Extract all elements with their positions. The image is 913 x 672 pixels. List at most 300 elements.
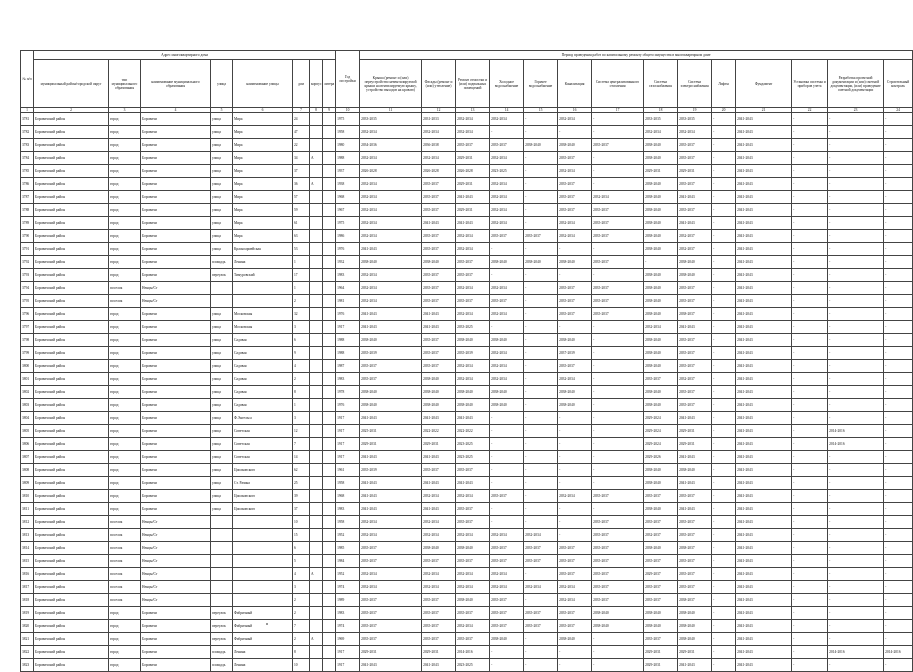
table-cell: - [558,451,592,464]
table-cell: 2036-2038 [422,139,456,152]
table-cell: 39 [293,490,310,503]
table-cell: - [828,542,884,555]
table-cell: - [792,464,828,477]
works-group-header: Период проведения работ по капитальному ремонту общего имущества в многоквартирном доме [360,51,913,60]
table-cell: - [828,529,884,542]
table-cell: 2026-2028 [422,165,456,178]
table-cell: - [712,620,736,633]
table-cell: Боровичи [141,659,211,672]
column-number-cell: 4 [141,108,211,113]
table-cell: - [828,373,884,386]
table-cell: 2041-2043 [736,529,792,542]
table-cell: - [490,243,524,256]
table-cell: А [310,178,323,191]
table-cell: 37 [293,503,310,516]
header-cell: Лифты [712,60,736,108]
table-cell: 2041-2043 [422,451,456,464]
table-cell: поселок [109,529,141,542]
table-cell: 2041-2043 [736,230,792,243]
table-cell: - [592,360,644,373]
table-cell [323,165,336,178]
table-cell [310,581,323,594]
table-cell: улица [211,321,233,334]
table-cell: 2038-2040 [644,347,678,360]
table-cell: - [558,321,592,334]
table-cell: - [828,282,884,295]
table-cell: 2035-2037 [592,594,644,607]
table-cell: Садовая [233,347,293,360]
table-cell: 2035-2037 [558,555,592,568]
table-cell [310,113,323,126]
table-cell: - [792,607,828,620]
table-cell: 3818 [21,594,34,607]
table-cell: Ст. Разина [233,477,293,490]
table-row [21,607,913,620]
table-cell: 1958 [336,477,360,490]
table-cell [323,347,336,360]
table-cell: Боровичский район [34,425,109,438]
table-cell: 1917 [336,659,360,672]
table-row [21,516,913,529]
table-cell: 2038-2040 [644,243,678,256]
table-cell: 2032-2034 [456,620,490,633]
table-cell: город [109,503,141,516]
table-cell: город [109,139,141,152]
table-cell: 1917 [336,412,360,425]
table-cell: 2 [293,594,310,607]
table-cell: 2035-2037 [360,360,422,373]
table-cell: улица [211,243,233,256]
table-cell: 2035-2037 [592,230,644,243]
table-row [21,243,913,256]
table-cell: - [828,321,884,334]
column-number-cell: 7 [293,108,310,113]
table-cell: 2035-2037 [678,360,712,373]
table-cell: - [792,347,828,360]
table-cell: 2032-2034 [524,529,558,542]
table-cell [323,451,336,464]
table-cell: 2041-2043 [736,646,792,659]
table-cell: 2032-2034 [456,360,490,373]
table-cell: 2041-2043 [736,477,792,490]
table-cell: - [884,347,913,360]
table-cell: 2041-2043 [736,178,792,191]
table-cell: 2032-2034 [422,529,456,542]
column-number-cell: 2 [34,108,109,113]
table-cell: 3815 [21,555,34,568]
table-cell: 1981 [336,295,360,308]
table-cell: - [884,126,913,139]
table-cell [323,464,336,477]
table-cell: 2038-2040 [558,256,592,269]
table-cell [233,555,293,568]
table-cell: улица [211,425,233,438]
table-cell: 2032-2034 [422,126,456,139]
table-cell: - [592,425,644,438]
table-cell: 1985 [336,542,360,555]
table-cell: 9 [293,347,310,360]
table-cell: 2038-2040 [678,256,712,269]
table-cell: 3807 [21,451,34,464]
table-cell: - [884,477,913,490]
table-cell [310,373,323,386]
table-cell: 2038-2040 [644,542,678,555]
table-cell: - [792,438,828,451]
table-cell: 3783 [21,139,34,152]
table-cell: - [712,256,736,269]
table-cell: 2038-2040 [456,399,490,412]
table-cell: - [592,178,644,191]
table-cell: - [524,490,558,503]
table-cell: 1938 [336,178,360,191]
table-cell: - [524,321,558,334]
table-cell: - [792,581,828,594]
table-cell [323,425,336,438]
table-cell: 2029-2024 [644,438,678,451]
table-cell [310,334,323,347]
table-cell: 2035-2037 [678,555,712,568]
table-cell: поселок [109,594,141,607]
table-cell: - [592,633,644,646]
table-row [21,139,913,152]
table-cell [323,113,336,126]
table-cell: - [712,295,736,308]
table-cell: 63 [293,230,310,243]
table-cell: 1961 [336,464,360,477]
table-cell: 2041-2043 [736,321,792,334]
table-cell: Боровичи [141,633,211,646]
table-cell: 2029-2031 [644,165,678,178]
table-cell: - [828,516,884,529]
table-cell: 2032-2037 [678,373,712,386]
table-cell: Мира [233,152,293,165]
table-cell: 2014-2016 [828,438,884,451]
table-cell: - [884,204,913,217]
table-cell: - [524,282,558,295]
table-cell: 3784 [21,152,34,165]
table-cell: Боровичский район [34,230,109,243]
table-cell: - [490,321,524,334]
table-cell: 2032-2034 [490,282,524,295]
table-cell: - [884,503,913,516]
table-cell: 2035-2037 [456,269,490,282]
table-cell: - [712,386,736,399]
table-cell: - [712,217,736,230]
table-cell: 2032-2034 [490,178,524,191]
table-cell: 2032-2034 [490,529,524,542]
table-cell: 2033-2035 [678,113,712,126]
table-cell: Боровичский район [34,503,109,516]
table-cell: А [310,633,323,646]
table-cell: Московская [233,321,293,334]
table-cell [323,542,336,555]
table-cell: 2035-2037 [592,516,644,529]
table-cell: Боровичский район [34,594,109,607]
table-cell: Боровичи [141,269,211,282]
table-cell: - [558,412,592,425]
table-cell: 2029-2031 [422,646,456,659]
table-cell: - [592,451,644,464]
table-cell: - [592,503,644,516]
table-cell: город [109,659,141,672]
table-cell: Мира [233,139,293,152]
table-cell: Боровичи [141,373,211,386]
table-cell: 2032-2034 [490,113,524,126]
table-cell: - [792,503,828,516]
table-cell: 2038-2037 [678,308,712,321]
table-cell: 2032-2034 [360,282,422,295]
table-cell [310,139,323,152]
table-cell: 2035-2037 [644,594,678,607]
table-cell: 2041-2043 [736,165,792,178]
table-cell: - [524,178,558,191]
table-cell: улица [211,178,233,191]
table-cell: 2035-2037 [592,542,644,555]
table-cell [233,581,293,594]
table-cell: 2038-2040 [490,386,524,399]
table-cell: - [884,191,913,204]
table-cell: 3797 [21,321,34,334]
table-cell: - [792,542,828,555]
table-cell: 2035-2037 [422,464,456,477]
table-cell [310,217,323,230]
table-cell: 2035-2037 [422,360,456,373]
table-cell [323,581,336,594]
table-cell: 2032-2034 [644,321,678,334]
table-cell: - [884,633,913,646]
table-cell: 2041-2043 [736,607,792,620]
table-cell [310,191,323,204]
table-cell: 53 [293,243,310,256]
table-cell: - [792,451,828,464]
table-cell: - [884,464,913,477]
table-cell [323,412,336,425]
table-cell: - [792,373,828,386]
table-cell: город [109,360,141,373]
table-cell: Боровичский район [34,191,109,204]
table-row [21,646,913,659]
table-cell: 15 [293,529,310,542]
table-cell: - [884,386,913,399]
table-cell: 10 [293,516,310,529]
table-cell: 2032-2034 [422,568,456,581]
table-cell [323,659,336,672]
table-cell: 2041-2043 [678,412,712,425]
table-cell: 2041-2043 [360,477,422,490]
table-cell: - [828,620,884,633]
table-cell: улица [211,412,233,425]
table-cell: - [884,412,913,425]
table-cell: - [884,243,913,256]
table-cell: 2041-2043 [736,126,792,139]
column-number-cell: 1 [21,108,34,113]
table-cell: 2038-2040 [644,139,678,152]
table-cell: - [884,139,913,152]
table-cell: Боровичи [141,425,211,438]
table-cell: 2035-2037 [592,490,644,503]
table-cell: - [712,347,736,360]
table-cell: Циолковского [233,503,293,516]
table-row [21,308,913,321]
table-cell: 8 [293,386,310,399]
table-cell: 2 [293,607,310,620]
table-cell: - [828,386,884,399]
table-cell: 3808 [21,464,34,477]
table-cell: 3821 [21,633,34,646]
table-cell: - [558,516,592,529]
header-cell: Год постройки [336,51,360,108]
table-cell: - [712,451,736,464]
table-cell: 1 [293,256,310,269]
table-cell: 2032-2034 [490,581,524,594]
table-cell: 2035-2037 [592,581,644,594]
table-cell: 2029-2031 [456,204,490,217]
table-cell: - [712,243,736,256]
table-cell [310,399,323,412]
table-cell: Боровичский район [34,256,109,269]
table-cell: Боровичский район [34,308,109,321]
table-cell: - [828,191,884,204]
table-cell: 2041-2043 [736,490,792,503]
table-cell: Боровичи [141,113,211,126]
header-cell: литера [323,60,336,108]
table-cell [323,360,336,373]
table-cell: - [828,477,884,490]
table-cell: - [712,542,736,555]
table-cell: - [712,113,736,126]
table-cell: 3823 [21,659,34,672]
table-cell: - [712,269,736,282]
table-cell [310,607,323,620]
table-cell: переулок [211,269,233,282]
table-cell: 2032-2034 [558,230,592,243]
table-cell: 2041-2043 [678,321,712,334]
table-cell: 3 [293,581,310,594]
table-cell: 2032-2034 [456,373,490,386]
table-cell: 2032-2037 [644,529,678,542]
table-cell: - [712,412,736,425]
table-cell: 2032-2034 [360,152,422,165]
address-group-header: Адрес многоквартирного дома [34,51,336,60]
table-cell: 2038-2040 [644,269,678,282]
table-cell: - [828,204,884,217]
table-cell: город [109,399,141,412]
table-row [21,542,913,555]
table-cell [323,607,336,620]
table-cell [211,282,233,295]
table-cell: 2041-2043 [360,308,422,321]
table-cell: 1976 [336,308,360,321]
table-cell: 1983 [336,269,360,282]
table-cell: 2035-2037 [456,139,490,152]
table-cell: - [558,464,592,477]
table-cell: - [792,399,828,412]
table-cell: - [524,633,558,646]
table-cell: 2035-2039 [456,347,490,360]
table-cell: - [712,633,736,646]
table-cell: 1980 [336,139,360,152]
column-header-row [21,60,913,108]
table-cell: - [884,529,913,542]
header-cell: Разработка проектной документации и (или) сметной документации, (или) проведение сметной документации [828,60,884,108]
table-row [21,399,913,412]
table-cell: 3 [293,412,310,425]
table-cell: Циолковского [233,464,293,477]
table-cell: 3790 [21,230,34,243]
table-cell: 1917 [336,451,360,464]
table-cell [310,295,323,308]
table-cell: 34 [293,152,310,165]
table-cell: 2014-2016 [828,425,884,438]
table-cell: 3789 [21,217,34,230]
table-cell: 2041-2043 [456,412,490,425]
table-cell: 2035-2037 [422,555,456,568]
table-cell: - [558,126,592,139]
table-cell: 2035-2037 [524,620,558,633]
table-cell: 2035-2037 [422,191,456,204]
table-cell: 12 [293,425,310,438]
table-cell: 2035-2037 [422,243,456,256]
table-cell: - [558,477,592,490]
table-cell: - [792,516,828,529]
table-cell: Боровичский район [34,399,109,412]
table-cell: 4 [293,568,310,581]
table-cell: 2032-2034 [456,308,490,321]
table-cell: 1937 [336,165,360,178]
table-cell: Боровичи [141,607,211,620]
table-cell: - [524,386,558,399]
table-cell: 3800 [21,360,34,373]
table-cell [323,438,336,451]
table-cell [211,516,233,529]
table-cell: 47 [293,126,310,139]
table-cell [310,425,323,438]
table-cell: - [884,165,913,178]
table-cell: 2035-2037 [422,633,456,646]
table-cell: - [558,659,592,672]
table-cell: переулок [211,620,233,633]
header-cell: тип муниципального образования [109,60,141,108]
table-row [21,386,913,399]
table-cell: 2038-2040 [456,594,490,607]
table-cell: Ненцы/Ст [141,529,211,542]
table-cell: - [712,152,736,165]
table-cell: - [792,256,828,269]
table-cell: город [109,620,141,633]
table-cell: - [712,659,736,672]
table-cell: 25 [293,477,310,490]
scan-speck [266,623,268,625]
table-cell [310,529,323,542]
table-cell: - [884,490,913,503]
table-cell [211,295,233,308]
table-cell: переулок [211,607,233,620]
table-row [21,633,913,646]
table-row [21,347,913,360]
table-cell: 3786 [21,178,34,191]
table-cell: 7 [293,620,310,633]
table-cell [323,139,336,152]
table-cell: - [524,646,558,659]
table-cell: 2038-2040 [360,399,422,412]
table-cell: 2041-2043 [678,191,712,204]
table-cell: 3794 [21,282,34,295]
table-cell: - [792,659,828,672]
table-cell: - [524,373,558,386]
table-cell: Боровичский район [34,464,109,477]
table-cell: Боровичский район [34,373,109,386]
table-cell: 2032-2034 [360,178,422,191]
